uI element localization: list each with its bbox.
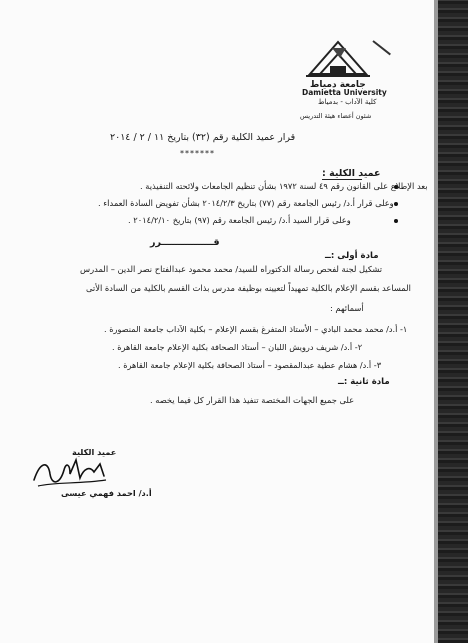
bullet-dot — [394, 219, 398, 223]
dean-name: أ.د/ احمد فهمي عيسى — [61, 488, 152, 498]
signature-title: عميد الكلية — [72, 447, 117, 457]
article-1-line: المساعد بقسم الإعلام بالكلية تمهيداً لتعيينه بوظيفة مدرس بذات القسم بالكلية من السادة الأتى — [86, 283, 411, 293]
article-2-label: مادة ثانية :ــ — [338, 377, 390, 387]
article-1-label: مادة أولى :ــ — [325, 251, 379, 261]
handwritten-signature — [30, 450, 110, 492]
pen-mark — [372, 40, 391, 55]
decree-stars: ******* — [180, 149, 215, 158]
bullet-dot — [394, 202, 398, 206]
bullet-item: بعد الإطلاع على القانون رقم ٤٩ لسنة ١٩٧٢ بشأن تنظيم الجامعات ولائحته التنفيذية . — [140, 181, 428, 191]
article-1-line: أسمائهم : — [330, 303, 364, 313]
department-name: شئون أعضاء هيئة التدريس — [300, 112, 372, 120]
university-name-ar: جامعة دمياط — [310, 80, 366, 90]
committee-member: ١- أ.د/ محمد محمد البادي – الأستاذ المتفرغ بقسم الإعلام – بكلية الآداب جامعة المنصورة . — [104, 324, 408, 334]
decree-title: قرار عميد الكلية رقم (٣٢) بتاريخ ١١ / ٢ / ٢٠١٤ — [110, 132, 296, 143]
committee-member: ٢- أ.د/ شريف درويش اللبان – أستاذ الصحافة بكلية الإعلام جامعة القاهرة . — [112, 342, 363, 352]
faculty-name: كلية الآداب - بدمياط — [318, 98, 377, 106]
university-logo-icon — [302, 36, 374, 80]
bullet-item: وعلى قرار أ.د/ رئيس الجامعة رقم (٧٧) بتاريخ ٢٠١٤/٢/٣ بشأن تفويض السادة العمداء . — [98, 198, 394, 208]
article-1-line: تشكيل لجنة لفحص رسالة الدكتوراه للسيد/ محمد محمود عبدالفتاح نصر الدين – المدرس — [80, 264, 383, 274]
committee-member: ٣- أ.د/ هشام عطية عبدالمقصود – أستاذ الصحافة بكلية الإعلام جامعة القاهرة . — [118, 360, 382, 370]
scanner-edge — [438, 0, 468, 643]
decided-heading: قــــــــــــــــرر — [150, 237, 220, 248]
dean-heading-underline — [322, 179, 362, 180]
article-2-text: على جميع الجهات المختصة تنفيذ هذا القرار كل فيما يخصه . — [150, 395, 355, 405]
dean-heading: عميد الكلية : — [322, 168, 381, 179]
university-name-en: Damietta University — [302, 88, 387, 97]
bullet-item: وعلى قرار السيد أ.د/ رئيس الجامعة رقم (٩٧) بتاريخ ٢٠١٤/٢/١٠ . — [128, 215, 351, 225]
